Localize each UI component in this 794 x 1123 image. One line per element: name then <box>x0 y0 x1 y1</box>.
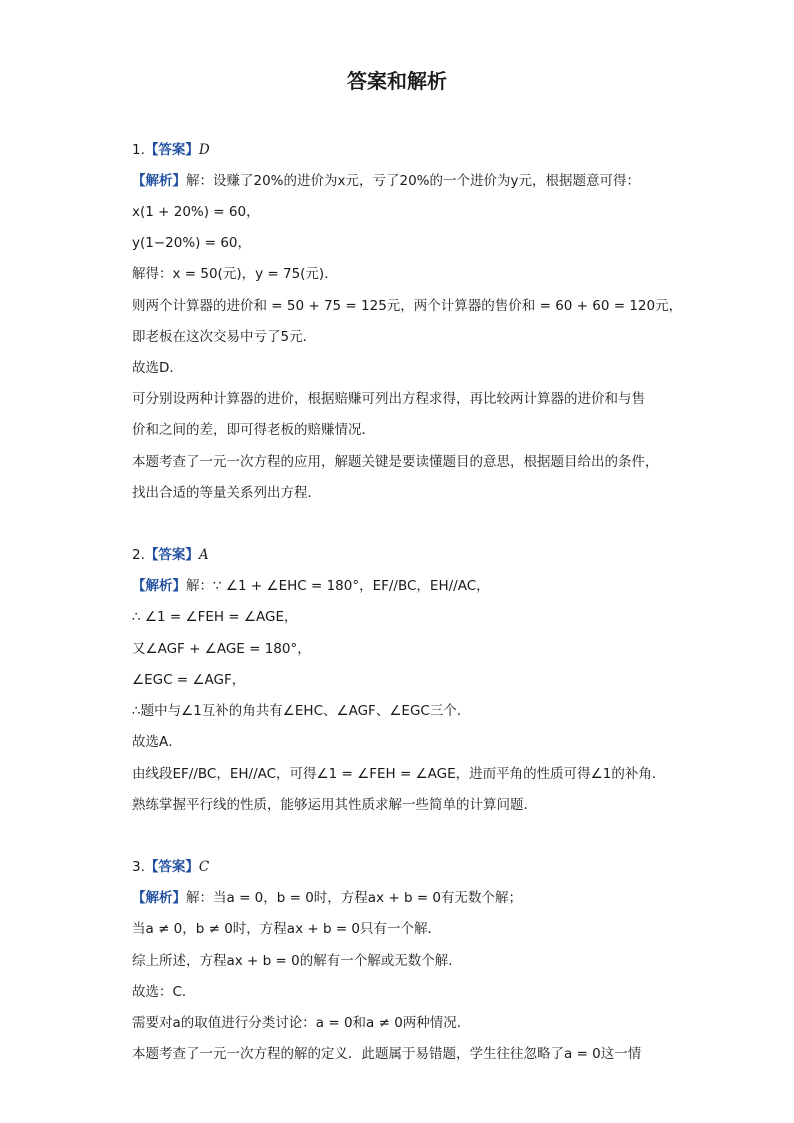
q3-answer: C <box>198 859 210 875</box>
q3-number: 3. <box>132 859 145 875</box>
q1-line: x(1 + 20%) = 60， <box>132 204 260 220</box>
q3-analysis-text: 解：当a = 0，b = 0时，方程ax + b = 0有无数个解； <box>186 890 523 906</box>
q1-line: 则两个计算器的进价和 = 50 + 75 = 125元，两个计算器的售价和 = 60 + 60 = 120元， <box>132 298 683 314</box>
q3-line: 故选：C． <box>132 984 196 1000</box>
q1-analysis-line <box>132 171 692 191</box>
q2-analysis-tag: 【解析】 <box>132 578 186 594</box>
q3-analysis-tag: 【解析】 <box>132 890 186 906</box>
page-title: 答案和解析 <box>347 69 447 93</box>
q2-line: 由线段EF//BC，EH//AC，可得∠1 = ∠FEH = ∠AGE，进而平角的性质可得∠1的补角． <box>132 766 666 782</box>
q2-line: 熟练掌握平行线的性质，能够运用其性质求解一些简单的计算问题． <box>132 797 537 813</box>
q1-answer-tag: 【答案】 <box>144 142 199 158</box>
q2-line: 又∠AGF + ∠AGE = 180°， <box>132 641 311 657</box>
q3-line: 综上所述，方程ax + b = 0的解有一个解或无数个解． <box>132 953 462 969</box>
q2-line: ∴ ∠1 = ∠FEH = ∠AGE， <box>132 609 298 625</box>
q1-answer: D <box>198 142 210 158</box>
q1-analysis-tag: 【解析】 <box>132 173 186 189</box>
q2-answer-line <box>132 545 692 565</box>
q1-line: 可分别设两种计算器的进价，根据赔赚可列出方程求得，再比较两计算器的进价和与售 <box>132 391 645 407</box>
q1-line: 价和之间的差，即可得老板的赔赚情况． <box>132 422 375 438</box>
q1-analysis-text: 解：设赚了20%的进价为x元，亏了20%的一个进价为y元，根据题意可得： <box>186 173 640 189</box>
q3-analysis-line <box>132 888 692 908</box>
q1-answer-line <box>132 140 692 160</box>
q1-line: y(1−20%) = 60， <box>132 235 252 251</box>
q2-analysis-text: 解：∵ ∠1 + ∠EHC = 180°，EF//BC，EH//AC， <box>186 578 490 594</box>
q1-line: 即老板在这次交易中亏了5元． <box>132 329 317 345</box>
q1-line: 解得：x = 50(元)，y = 75(元)． <box>132 266 338 282</box>
q2-line: 故选A． <box>132 734 182 750</box>
q1-line: 找出合适的等量关系列出方程． <box>132 485 321 501</box>
q3-answer-tag: 【答案】 <box>144 859 199 875</box>
q3-line: 需要对a的取值进行分类讨论：a = 0和a ≠ 0两种情况． <box>132 1015 471 1031</box>
q2-analysis-line <box>132 576 692 596</box>
q3-answer-line <box>132 857 692 877</box>
q2-answer-tag: 【答案】 <box>144 547 199 563</box>
q2-answer: A <box>198 547 209 563</box>
q2-line: ∴题中与∠1互补的角共有∠EHC、∠AGF、∠EGC三个． <box>132 703 471 719</box>
q3-line: 本题考查了一元一次方程的解的定义．此题属于易错题，学生往往忽略了a = 0这一情 <box>132 1046 642 1062</box>
q1-number: 1. <box>132 142 145 158</box>
q2-line: ∠EGC = ∠AGF， <box>132 672 246 688</box>
q1-line: 本题考查了一元一次方程的应用，解题关键是要读懂题目的意思，根据题目给出的条件， <box>132 454 659 470</box>
q2-number: 2. <box>132 547 145 563</box>
q1-line: 故选D． <box>132 360 183 376</box>
q3-line: 当a ≠ 0，b ≠ 0时，方程ax + b = 0只有一个解． <box>132 921 442 937</box>
